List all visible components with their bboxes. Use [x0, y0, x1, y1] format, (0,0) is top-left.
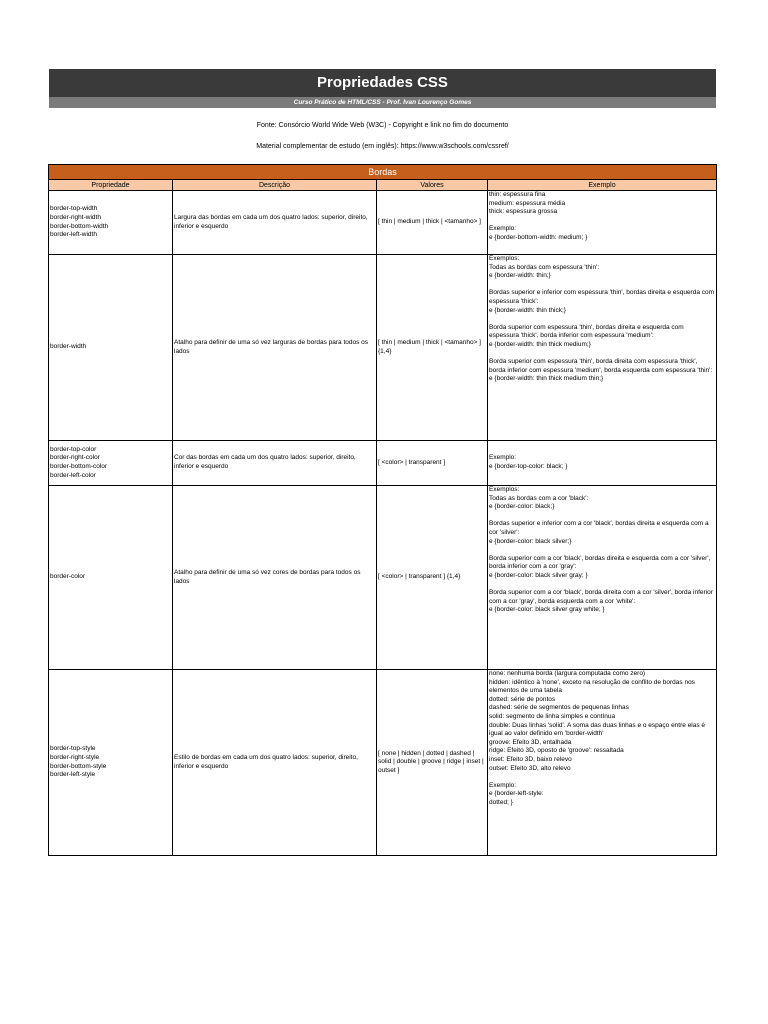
column-header-row: [49, 180, 717, 191]
description-cell: Cor das bordas em cada um dos quatro lados: superior, direito, inferior e esquerdo: [173, 441, 377, 486]
example-cell: none: nenhuma borda (largura computada como zero) hidden: idêntico à 'none', exceto na resolução de conflito de bordas nos elementos de uma tabela dotted: série de pontos dashed: série de segmentos de pequenas linhas solid: segmento de linha simples e contínua double: Duas linhas 'solid'. A soma das duas linhas e o espaço entre elas é igual ao valor definido em 'border-width' groove: Efeito 3D, entalhada ridge: Efeito 3D, oposto de 'groove': ressaltada inset: Efeito 3D, baixo relevo outset: Efeito 3D, alto relevo Exemplo: e {border-left-style: dotted; }: [488, 670, 717, 856]
section-header-row: [49, 165, 717, 180]
table-row: [49, 191, 717, 255]
table-row: [49, 670, 717, 856]
property-cell: border-top-style border-right-style border-bottom-style border-left-style: [49, 670, 173, 856]
description-cell: Estilo de bordas em cada um dos quatro lados: superior, direito, inferior e esquerdo: [173, 670, 377, 856]
description-cell: Largura das bordas em cada um dos quatro lados: superior, direito, inferior e esquerdo: [173, 191, 377, 255]
values-cell: [ <color> | transparent ] {1,4}: [377, 486, 488, 670]
table-row: [49, 486, 717, 670]
page-title: Propriedades CSS: [49, 69, 716, 97]
section-title: Bordas: [49, 165, 717, 180]
page-subtitle: Curso Prático de HTML/CSS - Prof. Ivan Lourenço Gomes: [49, 97, 716, 108]
column-header-property: Propriedade: [49, 180, 173, 191]
description-cell: Atalho para definir de uma só vez cores de bordas para todos os lados: [173, 486, 377, 670]
property-cell: border-width: [49, 255, 173, 441]
example-cell: Exemplos: Todas as bordas com a cor 'black': e {border-color: black;} Bordas superior e inferior com a cor 'black', bordas direita e esquerda com a cor 'silver': e {border-color: black silver;} Borda superior com a cor 'black', bordas direita e esquerda com a cor 'silver', borda inferior com a cor 'gray': e {border-color: black silver gray; } Borda superior com a cor 'black', borda direita com a cor 'silver', borda inferior com a cor 'gray', borda esquerda com a cor 'white': e {border-color: black silver gray white; }: [488, 486, 717, 670]
example-cell: thin: espessura fina medium: espessura média thick: espessura grossa Exemplo: e {border-bottom-width: medium; }: [488, 191, 717, 255]
table-row: [49, 255, 717, 441]
property-cell: border-top-color border-right-color border-bottom-color border-left-color: [49, 441, 173, 486]
column-header-description: Descrição: [173, 180, 377, 191]
values-cell: [ <color> | transparent ]: [377, 441, 488, 486]
column-header-example: Exemplo: [488, 180, 717, 191]
column-header-values: Valores: [377, 180, 488, 191]
css-properties-table: [48, 164, 717, 856]
property-cell: border-color: [49, 486, 173, 670]
source-note: Fonte: Consórcio World Wide Web (W3C) - Copyright e link no fim do documento: [256, 122, 509, 129]
example-cell: Exemplos: Todas as bordas com espessura 'thin': e {border-width: thin;} Bordas superior e inferior com espessura 'thin', bordas direita e esquerda com espessura 'thick': e {border-width: thin thick;} Borda superior com espessura 'thin', bordas direita e esquerda com espessura 'thick', borda inferior com espessura 'medium': e {border-width: thin thick medium;} Borda superior com espessura 'thin', borda direita com espessura 'thick', borda inferior com espessura 'medium', borda esquerda com espessura 'thin': e {border-width: thin thick medium thin;}: [488, 255, 717, 441]
values-cell: [ thin | medium | thick | <tamanho> ] {1,4}: [377, 255, 488, 441]
property-cell: border-top-width border-right-width border-bottom-width border-left-width: [49, 191, 173, 255]
complement-note: Material complementar de estudo (em inglês): https://www.w3schools.com/cssref/: [256, 143, 509, 150]
values-cell: [ none | hidden | dotted | dashed | solid | double | groove | ridge | inset | outset ]: [377, 670, 488, 856]
example-cell: Exemplo: e {border-top-color: black; }: [488, 441, 717, 486]
table-row: [49, 441, 717, 486]
description-cell: Atalho para definir de uma só vez larguras de bordas para todos os lados: [173, 255, 377, 441]
values-cell: [ thin | medium | thick | <tamanho> ]: [377, 191, 488, 255]
